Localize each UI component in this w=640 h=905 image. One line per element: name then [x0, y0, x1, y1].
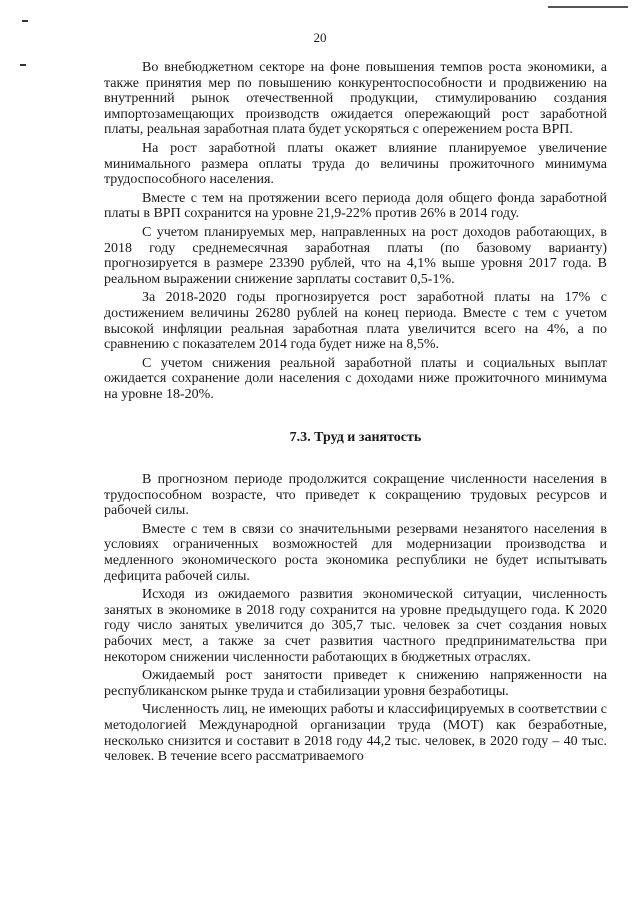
document-body — [104, 60, 607, 768]
paragraph: Вместе с тем в связи со значительными резервами незанятого населения в условиях ограниченных возможностей для модернизации производства и медленного экономического роста экономика республики не будет испытывать дефицита рабочей силы. — [104, 521, 607, 584]
paragraph: С учетом снижения реальной заработной платы и социальных выплат ожидается сохранение доли населения с доходами ниже прожиточного минимума на уровне 18-20%. — [104, 355, 607, 402]
page-number: 20 — [313, 30, 327, 45]
section-title: 7.3. Труд и занятость — [289, 430, 422, 446]
scan-mark-top-right — [548, 6, 628, 8]
paragraph: За 2018-2020 годы прогнозируется рост заработной платы на 17% с достижением величины 26280 рублей на конец периода. Вместе с тем с учетом высокой инфляции реальная заработная плата увеличится всего на 4%, а по сравнению с показателем 2014 года будет ниже на 8,5%. — [104, 290, 607, 353]
paragraph: Численность лиц, не имеющих работы и классифицируемых в соответствии с методологией Международной организации труда (МОТ) как безработные, несколько снизится и составит в 2018 году 44,2 тыс. человек, в 2020 году – 40 тыс. человек. В течение всего рассматриваемого — [104, 702, 607, 765]
scan-mark-left — [20, 64, 26, 66]
scan-mark-top-left — [22, 20, 28, 22]
paragraph: Исходя из ожидаемого развития экономической ситуации, численность занятых в экономике в 2018 году сохранится на уровне предыдущего года. К 2020 году число занятых увеличится до 305,7 тыс. человек за счет создания новых рабочих мест, а также за счет развития частного предпринимательства при некотором снижении численности работающих в бюджетных отраслях. — [104, 587, 607, 665]
paragraph: Вместе с тем на протяжении всего периода доля общего фонда заработной платы в ВРП сохранится на уровне 21,9-22% против 26% в 2014 году. — [104, 190, 607, 222]
paragraph: С учетом планируемых мер, направленных на рост доходов работающих, в 2018 году среднемесячная заработная платы (по базовому варианту) прогнозируется в размере 23390 рублей, что на 4,1% выше уровня 2017 года. В реальном выражении снижение зарплаты составит 0,5-1%. — [104, 224, 607, 287]
paragraph: В прогнозном периоде продолжится сокращение численности населения в трудоспособном возрасте, что приведет к сокращению трудовых ресурсов и рабочей силы. — [104, 472, 607, 519]
paragraph: Ожидаемый рост занятости приведет к снижению напряженности на республиканском рынке труда и стабилизации уровня безработицы. — [104, 668, 607, 699]
paragraph: Во внебюджетном секторе на фоне повышения темпов роста экономики, а также принятия мер по повышению конкурентоспособности и продвижению на внутренний рынок отечественной продукции, стимулированию создания импортозамещающих производств ожидается опережающий рост заработной платы, реальная заработная плата будет ускоряться с опережением роста ВРП. — [104, 60, 607, 138]
paragraph: На рост заработной платы окажет влияние планируемое увеличение минимального размера оплаты труда до величины прожиточного минимума трудоспособного населения. — [104, 140, 607, 188]
